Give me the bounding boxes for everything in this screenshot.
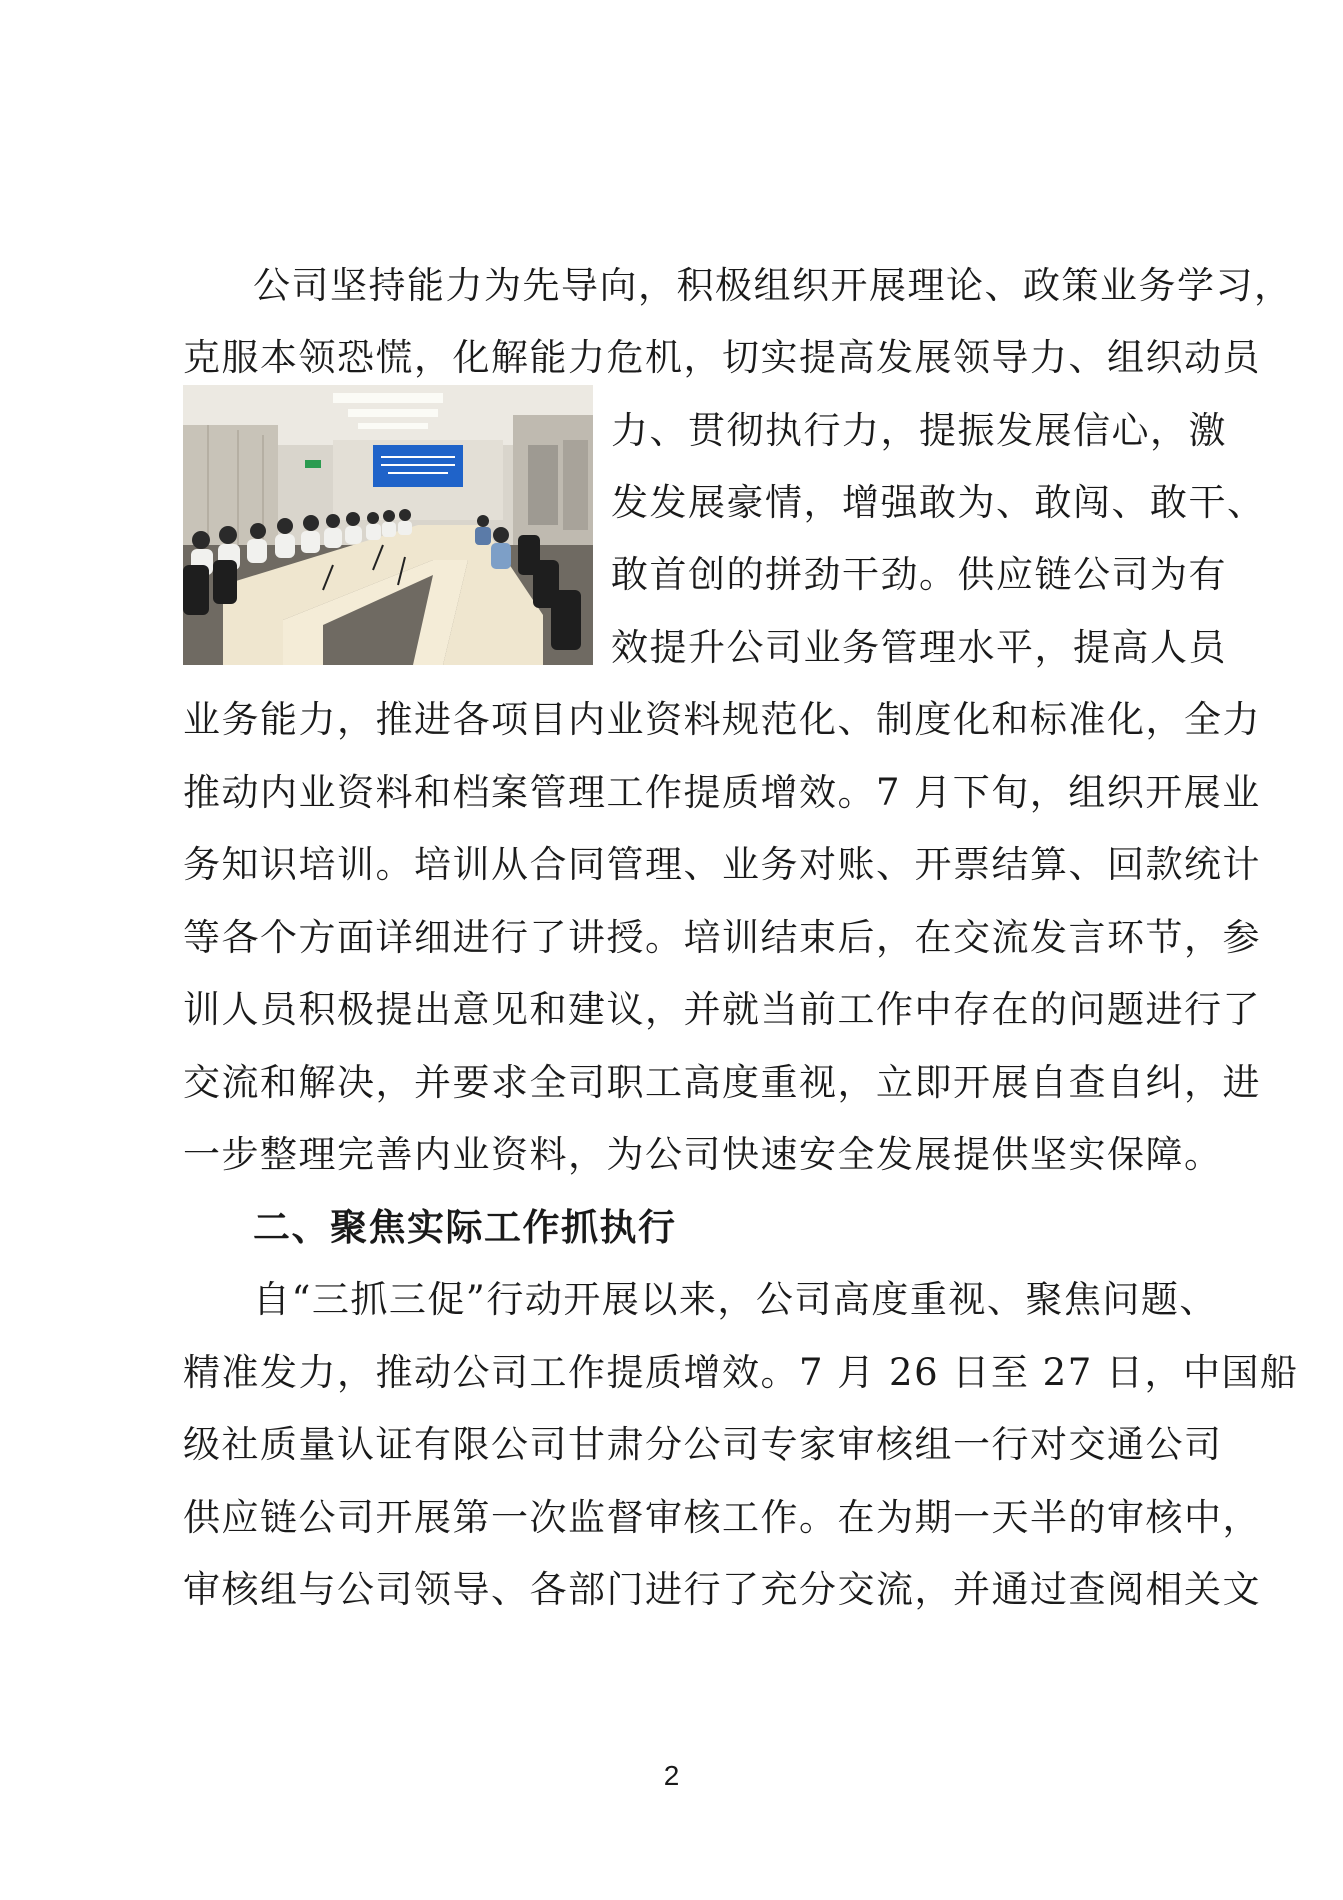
- section-line-4: 供应链公司开展第一次监督审核工作。在为期一天半的审核中，: [183, 1496, 1261, 1539]
- paragraph-line-1: 公司坚持能力为先导向，积极组织开展理论、政策业务学习，: [253, 264, 1293, 307]
- section-line-3: 级社质量认证有限公司甘肃分公司专家审核组一行对交通公司: [183, 1423, 1223, 1466]
- paragraph-line-5: 敢首创的拼劲干劲。供应链公司为有: [611, 553, 1227, 596]
- paragraph-line-9: 务知识培训。培训从合同管理、业务对账、开票结算、回款统计: [183, 843, 1261, 886]
- paragraph-line-3: 力、贯彻执行力，提振发展信心，激: [611, 409, 1227, 452]
- paragraph-line-7: 业务能力，推进各项目内业资料规范化、制度化和标准化，全力: [183, 698, 1261, 741]
- paragraph-line-4: 发发展豪情，增强敢为、敢闯、敢干、: [611, 481, 1266, 524]
- meeting-photo: [183, 385, 593, 665]
- paragraph-line-8: 推动内业资料和档案管理工作提质增效。7 月下旬，组织开展业: [183, 771, 1261, 814]
- section-line-2: 精准发力，推动公司工作提质增效。7 月 26 日至 27 日，中国船: [183, 1351, 1299, 1394]
- paragraph-line-10: 等各个方面详细进行了讲授。培训结束后，在交流发言环节，参: [183, 916, 1261, 959]
- page-number: 2: [663, 1760, 680, 1791]
- paragraph-line-2: 克服本领恐慌，化解能力危机，切实提高发展领导力、组织动员: [183, 336, 1261, 379]
- paragraph-line-11: 训人员积极提出意见和建议，并就当前工作中存在的问题进行了: [183, 988, 1261, 1031]
- section-heading: 二、聚焦实际工作抓执行: [253, 1206, 677, 1249]
- paragraph-line-6: 效提升公司业务管理水平，提高人员: [611, 626, 1227, 669]
- paragraph-line-13: 一步整理完善内业资料，为公司快速安全发展提供坚实保障。: [183, 1133, 1223, 1176]
- paragraph-line-12: 交流和解决，并要求全司职工高度重视，立即开展自查自纠，进: [183, 1061, 1261, 1104]
- section-line-1: 自“三抓三促”行动开展以来，公司高度重视、聚焦问题、: [253, 1278, 1218, 1321]
- section-line-5: 审核组与公司领导、各部门进行了充分交流，并通过查阅相关文: [183, 1568, 1261, 1611]
